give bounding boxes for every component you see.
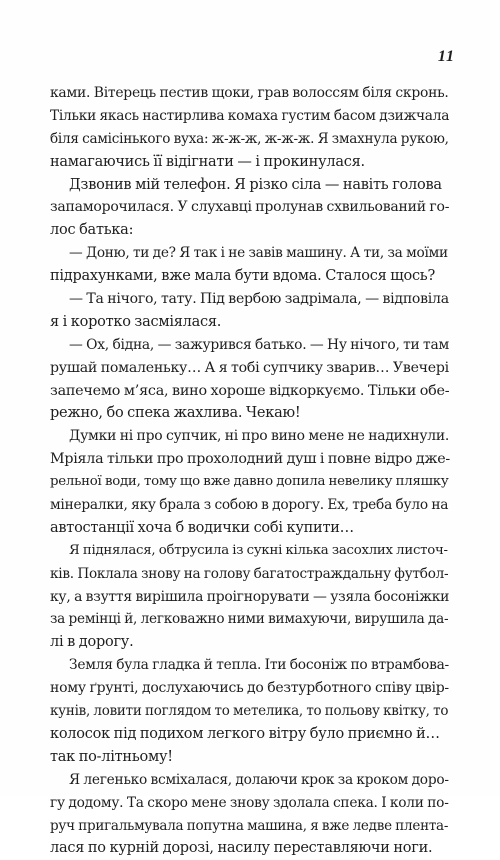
text-line: ному ґрунті, дослухаючись до безтурботного співу цвір- [50,680,449,697]
text-line: кунів, ловити поглядом то метелика, то польову квітку, то [50,703,449,720]
text-line: — Ох, бідна, — зажурився батько. — Ну нічого, ти там [69,336,449,353]
text-line: ку, а взуття вирішила проігнорувати — узяла босоніжки [50,588,450,605]
text-line: так по-літньому! [50,748,173,765]
text-line: режно, бо спека жахлива. Чекаю! [50,405,301,422]
text-line: Я піднялася, обтрусила із сукні кілька засохлих листоч- [69,542,448,558]
text-line: лі в дорогу. [50,634,134,651]
text-line: — Доню, ти де? Я так і не завів машину. А ти, за моїми [69,245,448,262]
text-line: гу додому. Та скоро мене знову здолала спека. І коли по- [50,794,449,811]
text-line: Дзвонив мій телефон. Я різко сіла — навіть голова [69,176,442,193]
page-number: 11 [437,48,455,65]
text-line: автостанції хоча б водички собі купити… [50,519,354,536]
text-line: рушай помаленьку… А я тобі супчику зварив… Увечері [50,359,449,376]
text-line: Земля була гладка й тепла. Іти босоніж по втрамбова- [69,657,449,674]
text-line: ків. Поклала знову на голову багатостраждальну футбол- [50,565,449,582]
text-line: Мріяла тільки про прохолодний душ і повне відро дже- [50,451,450,468]
text-line: за ремінці й, легковажно ними вимахуючи, вирушила да- [50,611,449,628]
text-line: запаморочилася. У слухавці пролунав схвильований го- [50,199,450,216]
text-line: Тільки якась настирлива комаха густим басом дзижчала [50,107,450,124]
text-line: підрахунками, вже мала бути вдома. Сталося щось? [50,268,435,285]
text-line: — Та нічого, тату. Під вербою задрімала, — відповіла [69,291,449,308]
text-line: руч пригальмувала попутна машина, я вже ледве плента- [50,817,449,834]
text-line: рельної води, тому що вже давно допила невелику пляшку [50,474,449,490]
text-line: лася по курній дорозі, насилу переставляючи ноги. [50,840,433,857]
text-line: колосок під подихом легкого вітру було приємно й… [50,725,440,742]
text-line: намагаючись її відігнати — і прокинулася. [50,153,365,170]
text-line: Думки ні про супчик, ні про вино мене не надихнули. [69,428,450,445]
text-line: мінералки, яку брала з собою в дорогу. Ех, треба було на [50,497,449,514]
text-line: запечемо м’яса, вино хороше відкоркуємо. Тільки обе- [50,382,450,399]
text-line: я і коротко засміялася. [50,313,222,330]
text-line: Я легенько всміхалася, долаючи крок за кроком доро- [69,771,449,788]
text-line: лос батька: [50,222,134,239]
body-text [50,82,450,860]
text-line: біля самісінького вуха: ж-ж-ж, ж-ж-ж. Я змахнула рукою, [50,130,449,147]
text-line: ками. Вітерець пестив щоки, грав волоссям біля скронь. [50,85,449,101]
